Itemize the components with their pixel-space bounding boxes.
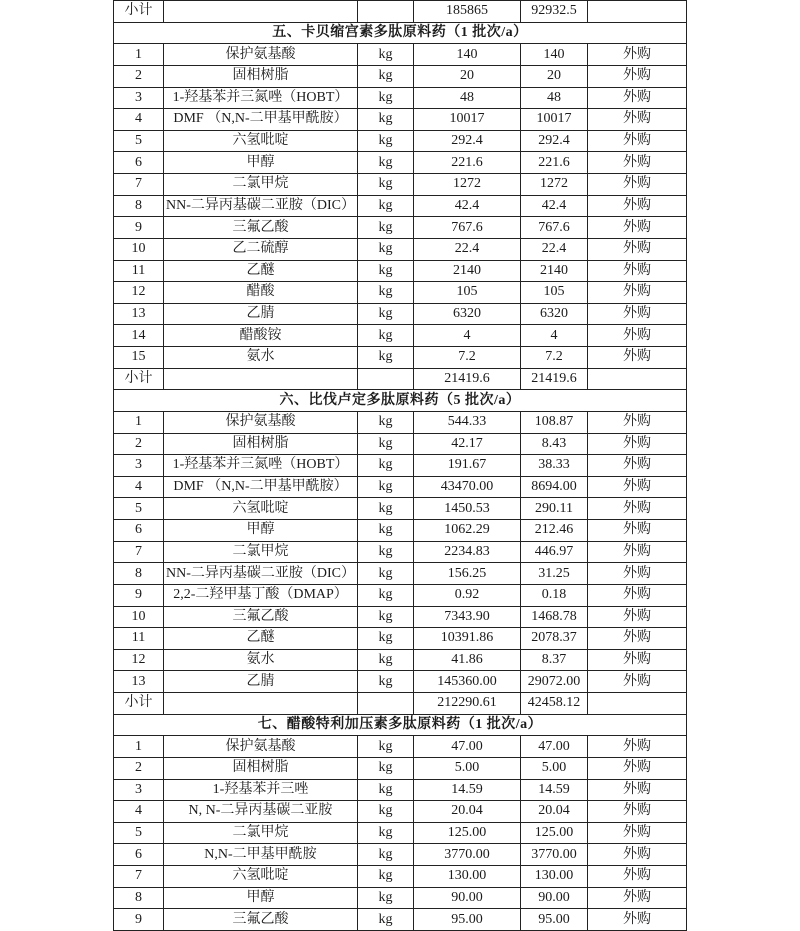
material-row bbox=[114, 628, 687, 650]
quantity-batch-cell: 38.33 bbox=[521, 455, 588, 477]
material-row bbox=[114, 779, 687, 801]
unit-cell: kg bbox=[358, 801, 414, 823]
source-cell: 外购 bbox=[588, 347, 687, 369]
material-name-cell: 二氯甲烷 bbox=[164, 174, 358, 196]
unit-cell: kg bbox=[358, 152, 414, 174]
material-row bbox=[114, 909, 687, 931]
quantity-batch-cell: 22.4 bbox=[521, 238, 588, 260]
source-cell: 外购 bbox=[588, 909, 687, 931]
quantity-total-cell: 185865 bbox=[414, 1, 521, 23]
source-cell: 外购 bbox=[588, 303, 687, 325]
quantity-batch-cell: 105 bbox=[521, 282, 588, 304]
material-name-cell: 氨水 bbox=[164, 649, 358, 671]
material-name-cell: N,N-二甲基甲酰胺 bbox=[164, 844, 358, 866]
unit-cell: kg bbox=[358, 887, 414, 909]
section-title-cell: 五、卡贝缩宫素多肽原料药（1 批次/a） bbox=[114, 22, 687, 44]
material-row bbox=[114, 65, 687, 87]
row-number-cell: 9 bbox=[114, 217, 164, 239]
material-name-cell: 固相树脂 bbox=[164, 433, 358, 455]
quantity-total-cell: 212290.61 bbox=[414, 693, 521, 715]
material-row bbox=[114, 130, 687, 152]
row-number-cell: 5 bbox=[114, 822, 164, 844]
unit-cell: kg bbox=[358, 779, 414, 801]
quantity-total-cell: 22.4 bbox=[414, 238, 521, 260]
row-number-cell: 9 bbox=[114, 584, 164, 606]
material-name-cell: 六氢吡啶 bbox=[164, 498, 358, 520]
quantity-total-cell: 48 bbox=[414, 87, 521, 109]
quantity-batch-cell: 1272 bbox=[521, 174, 588, 196]
material-row bbox=[114, 520, 687, 542]
material-name-cell bbox=[164, 368, 358, 390]
row-number-cell: 4 bbox=[114, 801, 164, 823]
material-name-cell: 固相树脂 bbox=[164, 757, 358, 779]
quantity-batch-cell: 290.11 bbox=[521, 498, 588, 520]
material-row bbox=[114, 433, 687, 455]
unit-cell: kg bbox=[358, 866, 414, 888]
source-cell bbox=[588, 693, 687, 715]
quantity-batch-cell: 48 bbox=[521, 87, 588, 109]
source-cell: 外购 bbox=[588, 433, 687, 455]
unit-cell bbox=[358, 368, 414, 390]
row-number-cell: 5 bbox=[114, 498, 164, 520]
row-number-cell: 10 bbox=[114, 606, 164, 628]
subtotal-label-cell: 小计 bbox=[114, 368, 164, 390]
row-number-cell: 1 bbox=[114, 411, 164, 433]
quantity-total-cell: 10017 bbox=[414, 109, 521, 131]
unit-cell: kg bbox=[358, 671, 414, 693]
quantity-batch-cell: 446.97 bbox=[521, 541, 588, 563]
row-number-cell: 2 bbox=[114, 757, 164, 779]
material-name-cell: NN-二异丙基碳二亚胺（DIC） bbox=[164, 563, 358, 585]
row-number-cell: 6 bbox=[114, 844, 164, 866]
source-cell: 外购 bbox=[588, 476, 687, 498]
subtotal-row bbox=[114, 693, 687, 715]
material-name-cell: 二氯甲烷 bbox=[164, 541, 358, 563]
quantity-total-cell: 191.67 bbox=[414, 455, 521, 477]
unit-cell bbox=[358, 1, 414, 23]
unit-cell: kg bbox=[358, 238, 414, 260]
quantity-batch-cell: 14.59 bbox=[521, 779, 588, 801]
row-number-cell: 11 bbox=[114, 628, 164, 650]
material-name-cell: 三氟乙酸 bbox=[164, 909, 358, 931]
row-number-cell: 7 bbox=[114, 174, 164, 196]
material-row bbox=[114, 757, 687, 779]
row-number-cell: 7 bbox=[114, 866, 164, 888]
quantity-batch-cell: 140 bbox=[521, 44, 588, 66]
quantity-total-cell: 4 bbox=[414, 325, 521, 347]
materials-table-body bbox=[114, 1, 687, 931]
material-name-cell: 乙醚 bbox=[164, 628, 358, 650]
quantity-batch-cell: 8694.00 bbox=[521, 476, 588, 498]
source-cell: 外购 bbox=[588, 217, 687, 239]
material-name-cell: 甲醇 bbox=[164, 152, 358, 174]
source-cell: 外购 bbox=[588, 455, 687, 477]
unit-cell: kg bbox=[358, 217, 414, 239]
quantity-total-cell: 767.6 bbox=[414, 217, 521, 239]
row-number-cell: 8 bbox=[114, 887, 164, 909]
quantity-batch-cell: 8.43 bbox=[521, 433, 588, 455]
unit-cell: kg bbox=[358, 476, 414, 498]
material-name-cell: 乙二硫醇 bbox=[164, 238, 358, 260]
material-name-cell: DMF （N,N-二甲基甲酰胺） bbox=[164, 476, 358, 498]
quantity-batch-cell: 5.00 bbox=[521, 757, 588, 779]
material-row bbox=[114, 541, 687, 563]
material-name-cell: 醋酸 bbox=[164, 282, 358, 304]
unit-cell: kg bbox=[358, 909, 414, 931]
quantity-total-cell: 1450.53 bbox=[414, 498, 521, 520]
material-row bbox=[114, 195, 687, 217]
material-name-cell: 甲醇 bbox=[164, 887, 358, 909]
quantity-total-cell: 2140 bbox=[414, 260, 521, 282]
quantity-batch-cell: 3770.00 bbox=[521, 844, 588, 866]
source-cell: 外购 bbox=[588, 736, 687, 758]
material-name-cell: 二氯甲烷 bbox=[164, 822, 358, 844]
row-number-cell: 2 bbox=[114, 65, 164, 87]
quantity-batch-cell: 2140 bbox=[521, 260, 588, 282]
material-row bbox=[114, 44, 687, 66]
material-name-cell: 醋酸铵 bbox=[164, 325, 358, 347]
row-number-cell: 6 bbox=[114, 520, 164, 542]
source-cell: 外购 bbox=[588, 411, 687, 433]
section-header-row bbox=[114, 22, 687, 44]
material-name-cell bbox=[164, 1, 358, 23]
quantity-batch-cell: 108.87 bbox=[521, 411, 588, 433]
quantity-total-cell: 3770.00 bbox=[414, 844, 521, 866]
quantity-total-cell: 20 bbox=[414, 65, 521, 87]
unit-cell: kg bbox=[358, 757, 414, 779]
quantity-batch-cell: 47.00 bbox=[521, 736, 588, 758]
quantity-total-cell: 42.4 bbox=[414, 195, 521, 217]
quantity-batch-cell: 21419.6 bbox=[521, 368, 588, 390]
unit-cell: kg bbox=[358, 44, 414, 66]
quantity-total-cell: 156.25 bbox=[414, 563, 521, 585]
source-cell: 外购 bbox=[588, 757, 687, 779]
quantity-total-cell: 47.00 bbox=[414, 736, 521, 758]
material-row bbox=[114, 347, 687, 369]
source-cell: 外购 bbox=[588, 671, 687, 693]
material-name-cell: 六氢吡啶 bbox=[164, 130, 358, 152]
material-name-cell: 三氟乙酸 bbox=[164, 606, 358, 628]
row-number-cell: 5 bbox=[114, 130, 164, 152]
quantity-batch-cell: 125.00 bbox=[521, 822, 588, 844]
unit-cell: kg bbox=[358, 303, 414, 325]
source-cell: 外购 bbox=[588, 606, 687, 628]
unit-cell: kg bbox=[358, 498, 414, 520]
quantity-batch-cell: 42.4 bbox=[521, 195, 588, 217]
source-cell: 外购 bbox=[588, 563, 687, 585]
unit-cell: kg bbox=[358, 282, 414, 304]
quantity-batch-cell: 7.2 bbox=[521, 347, 588, 369]
unit-cell: kg bbox=[358, 65, 414, 87]
material-name-cell: 三氟乙酸 bbox=[164, 217, 358, 239]
row-number-cell: 2 bbox=[114, 433, 164, 455]
materials-table bbox=[113, 0, 687, 931]
section-title-cell: 七、醋酸特利加压素多肽原料药（1 批次/a） bbox=[114, 714, 687, 736]
row-number-cell: 6 bbox=[114, 152, 164, 174]
material-row bbox=[114, 844, 687, 866]
source-cell: 外购 bbox=[588, 325, 687, 347]
row-number-cell: 13 bbox=[114, 671, 164, 693]
quantity-batch-cell: 10017 bbox=[521, 109, 588, 131]
unit-cell: kg bbox=[358, 260, 414, 282]
material-row bbox=[114, 649, 687, 671]
quantity-total-cell: 0.92 bbox=[414, 584, 521, 606]
material-name-cell: 固相树脂 bbox=[164, 65, 358, 87]
row-number-cell: 13 bbox=[114, 303, 164, 325]
material-row bbox=[114, 217, 687, 239]
quantity-total-cell: 221.6 bbox=[414, 152, 521, 174]
unit-cell: kg bbox=[358, 606, 414, 628]
row-number-cell: 11 bbox=[114, 260, 164, 282]
subtotal-label-cell: 小计 bbox=[114, 693, 164, 715]
material-row bbox=[114, 801, 687, 823]
source-cell: 外购 bbox=[588, 779, 687, 801]
material-row bbox=[114, 109, 687, 131]
source-cell: 外购 bbox=[588, 822, 687, 844]
material-row bbox=[114, 584, 687, 606]
quantity-batch-cell: 1468.78 bbox=[521, 606, 588, 628]
source-cell: 外购 bbox=[588, 628, 687, 650]
section-header-row bbox=[114, 714, 687, 736]
quantity-total-cell: 43470.00 bbox=[414, 476, 521, 498]
material-row bbox=[114, 866, 687, 888]
quantity-total-cell: 544.33 bbox=[414, 411, 521, 433]
unit-cell: kg bbox=[358, 844, 414, 866]
material-name-cell: 乙醚 bbox=[164, 260, 358, 282]
quantity-batch-cell: 0.18 bbox=[521, 584, 588, 606]
material-name-cell: 氨水 bbox=[164, 347, 358, 369]
quantity-total-cell: 140 bbox=[414, 44, 521, 66]
material-row bbox=[114, 325, 687, 347]
material-row bbox=[114, 498, 687, 520]
quantity-total-cell: 2234.83 bbox=[414, 541, 521, 563]
material-name-cell bbox=[164, 693, 358, 715]
quantity-batch-cell: 767.6 bbox=[521, 217, 588, 239]
quantity-total-cell: 90.00 bbox=[414, 887, 521, 909]
material-name-cell: 1-羟基苯并三唑 bbox=[164, 779, 358, 801]
row-number-cell: 1 bbox=[114, 44, 164, 66]
material-name-cell: 乙腈 bbox=[164, 671, 358, 693]
material-row bbox=[114, 822, 687, 844]
source-cell: 外购 bbox=[588, 195, 687, 217]
unit-cell: kg bbox=[358, 563, 414, 585]
material-name-cell: 1-羟基苯并三氮唑（HOBT） bbox=[164, 87, 358, 109]
material-row bbox=[114, 87, 687, 109]
row-number-cell: 10 bbox=[114, 238, 164, 260]
quantity-total-cell: 20.04 bbox=[414, 801, 521, 823]
row-number-cell: 4 bbox=[114, 109, 164, 131]
material-name-cell: 保护氨基酸 bbox=[164, 44, 358, 66]
source-cell: 外购 bbox=[588, 282, 687, 304]
row-number-cell: 7 bbox=[114, 541, 164, 563]
quantity-batch-cell: 221.6 bbox=[521, 152, 588, 174]
quantity-total-cell: 145360.00 bbox=[414, 671, 521, 693]
source-cell: 外购 bbox=[588, 152, 687, 174]
row-number-cell: 3 bbox=[114, 455, 164, 477]
quantity-total-cell: 42.17 bbox=[414, 433, 521, 455]
material-name-cell: 保护氨基酸 bbox=[164, 411, 358, 433]
source-cell: 外购 bbox=[588, 130, 687, 152]
material-row bbox=[114, 671, 687, 693]
quantity-batch-cell: 42458.12 bbox=[521, 693, 588, 715]
source-cell: 外购 bbox=[588, 238, 687, 260]
source-cell: 外购 bbox=[588, 174, 687, 196]
quantity-batch-cell: 8.37 bbox=[521, 649, 588, 671]
unit-cell: kg bbox=[358, 87, 414, 109]
quantity-batch-cell: 130.00 bbox=[521, 866, 588, 888]
source-cell bbox=[588, 368, 687, 390]
unit-cell: kg bbox=[358, 628, 414, 650]
row-number-cell: 1 bbox=[114, 736, 164, 758]
quantity-batch-cell: 29072.00 bbox=[521, 671, 588, 693]
material-name-cell: 1-羟基苯并三氮唑（HOBT） bbox=[164, 455, 358, 477]
row-number-cell: 3 bbox=[114, 87, 164, 109]
row-number-cell: 12 bbox=[114, 649, 164, 671]
source-cell: 外购 bbox=[588, 498, 687, 520]
material-name-cell: NN-二异丙基碳二亚胺（DIC） bbox=[164, 195, 358, 217]
material-name-cell: N, N-二异丙基碳二亚胺 bbox=[164, 801, 358, 823]
quantity-total-cell: 14.59 bbox=[414, 779, 521, 801]
quantity-total-cell: 10391.86 bbox=[414, 628, 521, 650]
quantity-batch-cell: 31.25 bbox=[521, 563, 588, 585]
subtotal-row bbox=[114, 1, 687, 23]
material-row bbox=[114, 411, 687, 433]
unit-cell: kg bbox=[358, 195, 414, 217]
unit-cell: kg bbox=[358, 109, 414, 131]
unit-cell: kg bbox=[358, 649, 414, 671]
quantity-total-cell: 5.00 bbox=[414, 757, 521, 779]
quantity-total-cell: 7.2 bbox=[414, 347, 521, 369]
subtotal-row bbox=[114, 368, 687, 390]
quantity-batch-cell: 90.00 bbox=[521, 887, 588, 909]
quantity-batch-cell: 6320 bbox=[521, 303, 588, 325]
source-cell: 外购 bbox=[588, 44, 687, 66]
quantity-total-cell: 105 bbox=[414, 282, 521, 304]
material-row bbox=[114, 476, 687, 498]
quantity-total-cell: 1062.29 bbox=[414, 520, 521, 542]
material-row bbox=[114, 303, 687, 325]
material-row bbox=[114, 260, 687, 282]
row-number-cell: 4 bbox=[114, 476, 164, 498]
material-name-cell: 甲醇 bbox=[164, 520, 358, 542]
quantity-batch-cell: 292.4 bbox=[521, 130, 588, 152]
material-name-cell: 2,2-二羟甲基丁酸（DMAP） bbox=[164, 584, 358, 606]
row-number-cell: 15 bbox=[114, 347, 164, 369]
source-cell: 外购 bbox=[588, 801, 687, 823]
unit-cell: kg bbox=[358, 822, 414, 844]
section-header-row bbox=[114, 390, 687, 412]
source-cell: 外购 bbox=[588, 584, 687, 606]
material-row bbox=[114, 736, 687, 758]
quantity-batch-cell: 20.04 bbox=[521, 801, 588, 823]
source-cell: 外购 bbox=[588, 649, 687, 671]
material-name-cell: 六氢吡啶 bbox=[164, 866, 358, 888]
quantity-total-cell: 292.4 bbox=[414, 130, 521, 152]
source-cell: 外购 bbox=[588, 87, 687, 109]
unit-cell: kg bbox=[358, 411, 414, 433]
quantity-total-cell: 1272 bbox=[414, 174, 521, 196]
unit-cell: kg bbox=[358, 455, 414, 477]
material-name-cell: DMF （N,N-二甲基甲酰胺） bbox=[164, 109, 358, 131]
quantity-total-cell: 41.86 bbox=[414, 649, 521, 671]
quantity-total-cell: 130.00 bbox=[414, 866, 521, 888]
source-cell bbox=[588, 1, 687, 23]
material-row bbox=[114, 455, 687, 477]
material-name-cell: 乙腈 bbox=[164, 303, 358, 325]
row-number-cell: 8 bbox=[114, 195, 164, 217]
unit-cell bbox=[358, 693, 414, 715]
material-row bbox=[114, 563, 687, 585]
material-row bbox=[114, 238, 687, 260]
quantity-batch-cell: 2078.37 bbox=[521, 628, 588, 650]
source-cell: 外购 bbox=[588, 844, 687, 866]
material-row bbox=[114, 152, 687, 174]
section-title-cell: 六、比伐卢定多肽原料药（5 批次/a） bbox=[114, 390, 687, 412]
quantity-total-cell: 125.00 bbox=[414, 822, 521, 844]
quantity-batch-cell: 4 bbox=[521, 325, 588, 347]
unit-cell: kg bbox=[358, 347, 414, 369]
quantity-total-cell: 95.00 bbox=[414, 909, 521, 931]
quantity-total-cell: 7343.90 bbox=[414, 606, 521, 628]
source-cell: 外购 bbox=[588, 109, 687, 131]
unit-cell: kg bbox=[358, 325, 414, 347]
row-number-cell: 9 bbox=[114, 909, 164, 931]
unit-cell: kg bbox=[358, 736, 414, 758]
source-cell: 外购 bbox=[588, 866, 687, 888]
material-row bbox=[114, 887, 687, 909]
quantity-batch-cell: 20 bbox=[521, 65, 588, 87]
subtotal-label-cell: 小计 bbox=[114, 1, 164, 23]
quantity-batch-cell: 212.46 bbox=[521, 520, 588, 542]
material-row bbox=[114, 282, 687, 304]
row-number-cell: 8 bbox=[114, 563, 164, 585]
source-cell: 外购 bbox=[588, 887, 687, 909]
material-name-cell: 保护氨基酸 bbox=[164, 736, 358, 758]
material-row bbox=[114, 606, 687, 628]
source-cell: 外购 bbox=[588, 260, 687, 282]
material-row bbox=[114, 174, 687, 196]
row-number-cell: 14 bbox=[114, 325, 164, 347]
source-cell: 外购 bbox=[588, 541, 687, 563]
unit-cell: kg bbox=[358, 174, 414, 196]
unit-cell: kg bbox=[358, 433, 414, 455]
row-number-cell: 3 bbox=[114, 779, 164, 801]
source-cell: 外购 bbox=[588, 65, 687, 87]
unit-cell: kg bbox=[358, 130, 414, 152]
quantity-total-cell: 6320 bbox=[414, 303, 521, 325]
quantity-total-cell: 21419.6 bbox=[414, 368, 521, 390]
unit-cell: kg bbox=[358, 584, 414, 606]
quantity-batch-cell: 92932.5 bbox=[521, 1, 588, 23]
quantity-batch-cell: 95.00 bbox=[521, 909, 588, 931]
row-number-cell: 12 bbox=[114, 282, 164, 304]
unit-cell: kg bbox=[358, 541, 414, 563]
unit-cell: kg bbox=[358, 520, 414, 542]
source-cell: 外购 bbox=[588, 520, 687, 542]
